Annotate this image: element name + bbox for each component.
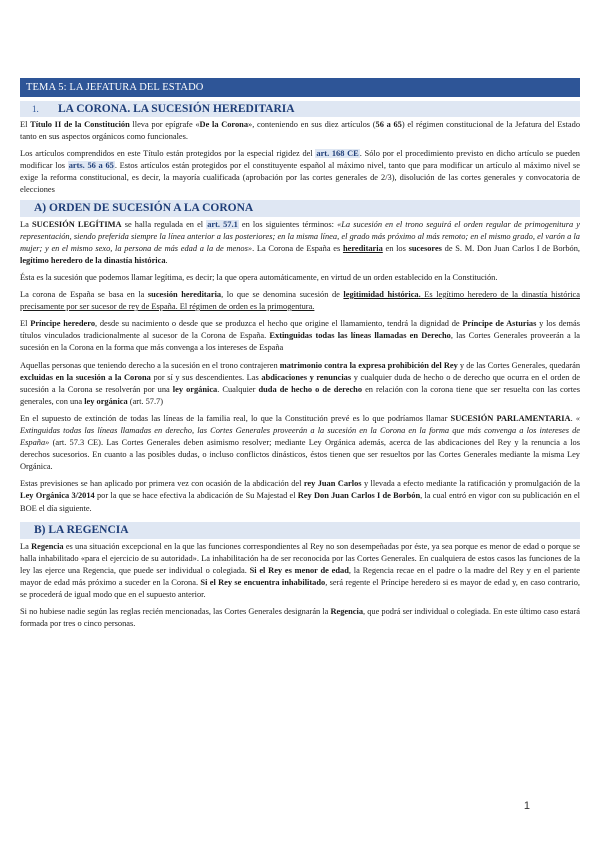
intro-paragraph-1: El Título II de la Constitución lleva por epígrafe «De la Corona», conteniendo en sus diez artículos (56 a 65) el régimen constitucional de la Jefatura del Estado tanto en sus aspectos orgánicos como funcionales. <box>20 120 581 142</box>
page-number: 1 <box>523 800 530 812</box>
abdicacion-paragraph: Estas previsiones se han aplicado por primera vez con ocasión de la abdicación del rey Juan Carlos y llevada a efecto mediante la ratificación y promulgación de la Ley Orgánica 3/2014 por la que se hace efectiva la abdicación de Su Majestad el Rey Don Juan Carlos I de Borbón, la cual entró en vigor con su publicación en el BOE el día siguiente. <box>20 479 581 513</box>
section-heading-corona <box>20 101 580 117</box>
sucesion-hereditaria-paragraph: La corona de España se basa en la sucesión hereditaria, lo que se denomina sucesión de legitimidad histórica. Es legítimo heredero de la dinastía histórica precisamente por ser sucesor de rey de España. El régimen de orden es la primogentura. <box>20 290 580 312</box>
intro-paragraph-2: Los artículos comprendidos en este Título están protegidos por la especial rigidez del art. 168 CE. Sólo por el procedimiento previsto en dicho artículo se pueden modificar los arts. 56 a 65. Estos artículos están protegidos por el constituyente español al máximo nivel, tanto que para modificar un artículo al máximo nivel se exige la reforma constitucional, es decir, la mayoría cualificada (aprobación por las cortes generales de 2/3), disolución de las cortes generales y convocatoria de elecciones <box>20 149 580 195</box>
section-title: LA CORONA. LA SUCESIÓN HEREDITARIA <box>58 103 295 115</box>
sucesion-parlamentaria-paragraph: En el supuesto de extinción de todas las líneas de la familia real, lo que la Constitución prevé es lo que podríamos llamar SUCESIÓN PARLAMENTARIA. « Extinguidas todas las líneas llamadas en derecho, las Cortes Generales proveerán a la sucesión en la Corona en la forma que más convenga a los intereses de España» (art. 57.3 CE). Las Cortes Generales deben asimismo resolver; mediante Ley Orgánica además, acerca de las abdicaciones del Rey y la renuncia a los derechos sucesorios. En cuanto a las posibles dudas, o incluso conflictos dinásticos, éstos tienen que ser resueltos por las Cortes Generales mediante la misma Ley Orgánica. <box>20 413 581 472</box>
regencia-designacion-paragraph: Si no hubiese nadie según las reglas recién mencionadas, las Cortes Generales designarán la Regencia, que podrá ser individual o colegiada. En este último caso estará formada por tres o cinco personas. <box>20 607 581 629</box>
section-number: 1. <box>32 104 39 114</box>
sucesion-legitima-paragraph: La SUCESIÓN LEGÍTIMA se halla regulada en el art. 57.1 en los siguientes términos: «La sucesión en el trono seguirá el orden regular de primogenitura y representación, siendo preferida siempre la línea anterior a las posteriores; en la misma línea, el grado más próximo al más remoto; en el mismo grado, el varón a la mujer; y en el mismo sexo, la persona de más edad a la de menos». La Corona de España es hereditaria en los sucesores de S. M. Don Juan Carlos I de Borbón, legítimo heredero de la dinastía histórica. <box>20 219 581 265</box>
sucesion-legitima-definition: Ésta es la sucesión que podemos llamar legítima, es decir; la que opera automáticamente, en virtud de un orden establecido en la Constitución. <box>20 272 498 282</box>
subsection-heading-orden-sucesion: A) ORDEN DE SUCESIÓN A LA CORONA <box>20 200 580 217</box>
subsection-heading-regencia: B) LA REGENCIA <box>20 522 580 539</box>
topic-header: TEMA 5: LA JEFATURA DEL ESTADO <box>20 78 580 97</box>
document-page <box>20 78 580 630</box>
exclusion-sucesion-paragraph: Aquellas personas que teniendo derecho a la sucesión en el trono contrajeren matrimonio contra la expresa prohibición del Rey y de las Cortes Generales, quedarán excluidas en la sucesión a la Corona por sí y sus descendientes. Las abdicaciones y renuncias y cualquier duda de hecho o de derecho que ocurra en el orden de sucesión a la Corona se resolverán por una ley orgánica. Cualquier duda de hecho o de derecho en relación con la corona tiene que ser resuelta con las cortes generales, con una ley orgánica (art. 57.7) <box>20 360 581 406</box>
regencia-paragraph: La Regencia es una situación excepcional en la que las funciones correspondientes al Rey no son desempeñadas por éste, ya sea porque es menor de edad o porque se halla inhabilitado «para el ejercicio de su autoridad». La inhabilitación ha de ser reconocida por las Cortes Generales. En cualquiera de estos casos las funciones de la ley las ejerce una Regencia, que puede ser individual o colegiada. Si el Rey es menor de edad, la Regencia recae en el padre o la madre del Rey y en el pariente mayor de edad más próximo a suceder en la Corona. Si el Rey se encuentra inhabilitado, será regente el Príncipe heredero si es mayor de edad y, en caso contrario, se procederá de igual modo que en el supuesto anterior. <box>20 541 580 599</box>
principe-heredero-paragraph: El Príncipe heredero, desde su nacimiento o desde que se produzca el hecho que origine el llamamiento, tendrá la dignidad de Príncipe de Asturias y los demás títulos vinculados tradicionalmente al sucesor de la Corona de España. Extinguidas todas las líneas llamadas en Derecho, las Cortes Generales proveerán a la sucesión en la Corona en la forma que más convenga a los intereses de España <box>20 319 581 353</box>
